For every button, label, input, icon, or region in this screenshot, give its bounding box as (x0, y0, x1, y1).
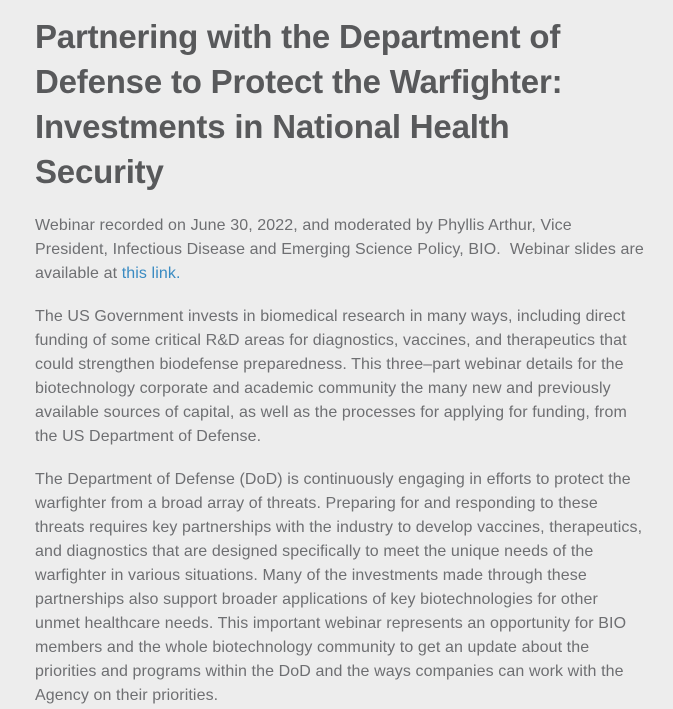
webinar-slides-link[interactable]: this link. (121, 265, 181, 282)
paragraph-dod: The Department of Defense (DoD) is continuously engaging in efforts to protect the warfighter from a broad array of threats. Preparing for and responding to these threats requires key partnerships with the industry to develop vaccines, therapeutics, and diagnostics that are designed specifically to meet the unique needs of the warfighter in various situations. Many of the investments made through these partnerships also support broader applications of key biotechnologies for other unmet healthcare needs. This important webinar represents an opportunity for BIO members and the whole biotechnology community to get an update about the priorities and programs within the DoD and the ways companies can work with the Agency on their priorities. (35, 471, 647, 704)
intro-text: Webinar recorded on June 30, 2022, and moderated by Phyllis Arthur, Vice President, Infectious Disease and Emerging Science Policy, BIO. Webinar slides are available at (35, 217, 649, 282)
page-title: Partnering with the Department of Defense to Protect the Warfighter: Investments in National Health Security (35, 18, 563, 190)
intro-paragraph (35, 214, 647, 286)
paragraph-funding: The US Government invests in biomedical research in many ways, including direct funding of some critical R&D areas for diagnostics, vaccines, and therapeutics that could strengthen biodefense preparedness. This three–part webinar details for the biotechnology corporate and academic community the many new and previously available sources of capital, as well as the processes for applying for funding, from the US Department of Defense. (35, 308, 632, 445)
